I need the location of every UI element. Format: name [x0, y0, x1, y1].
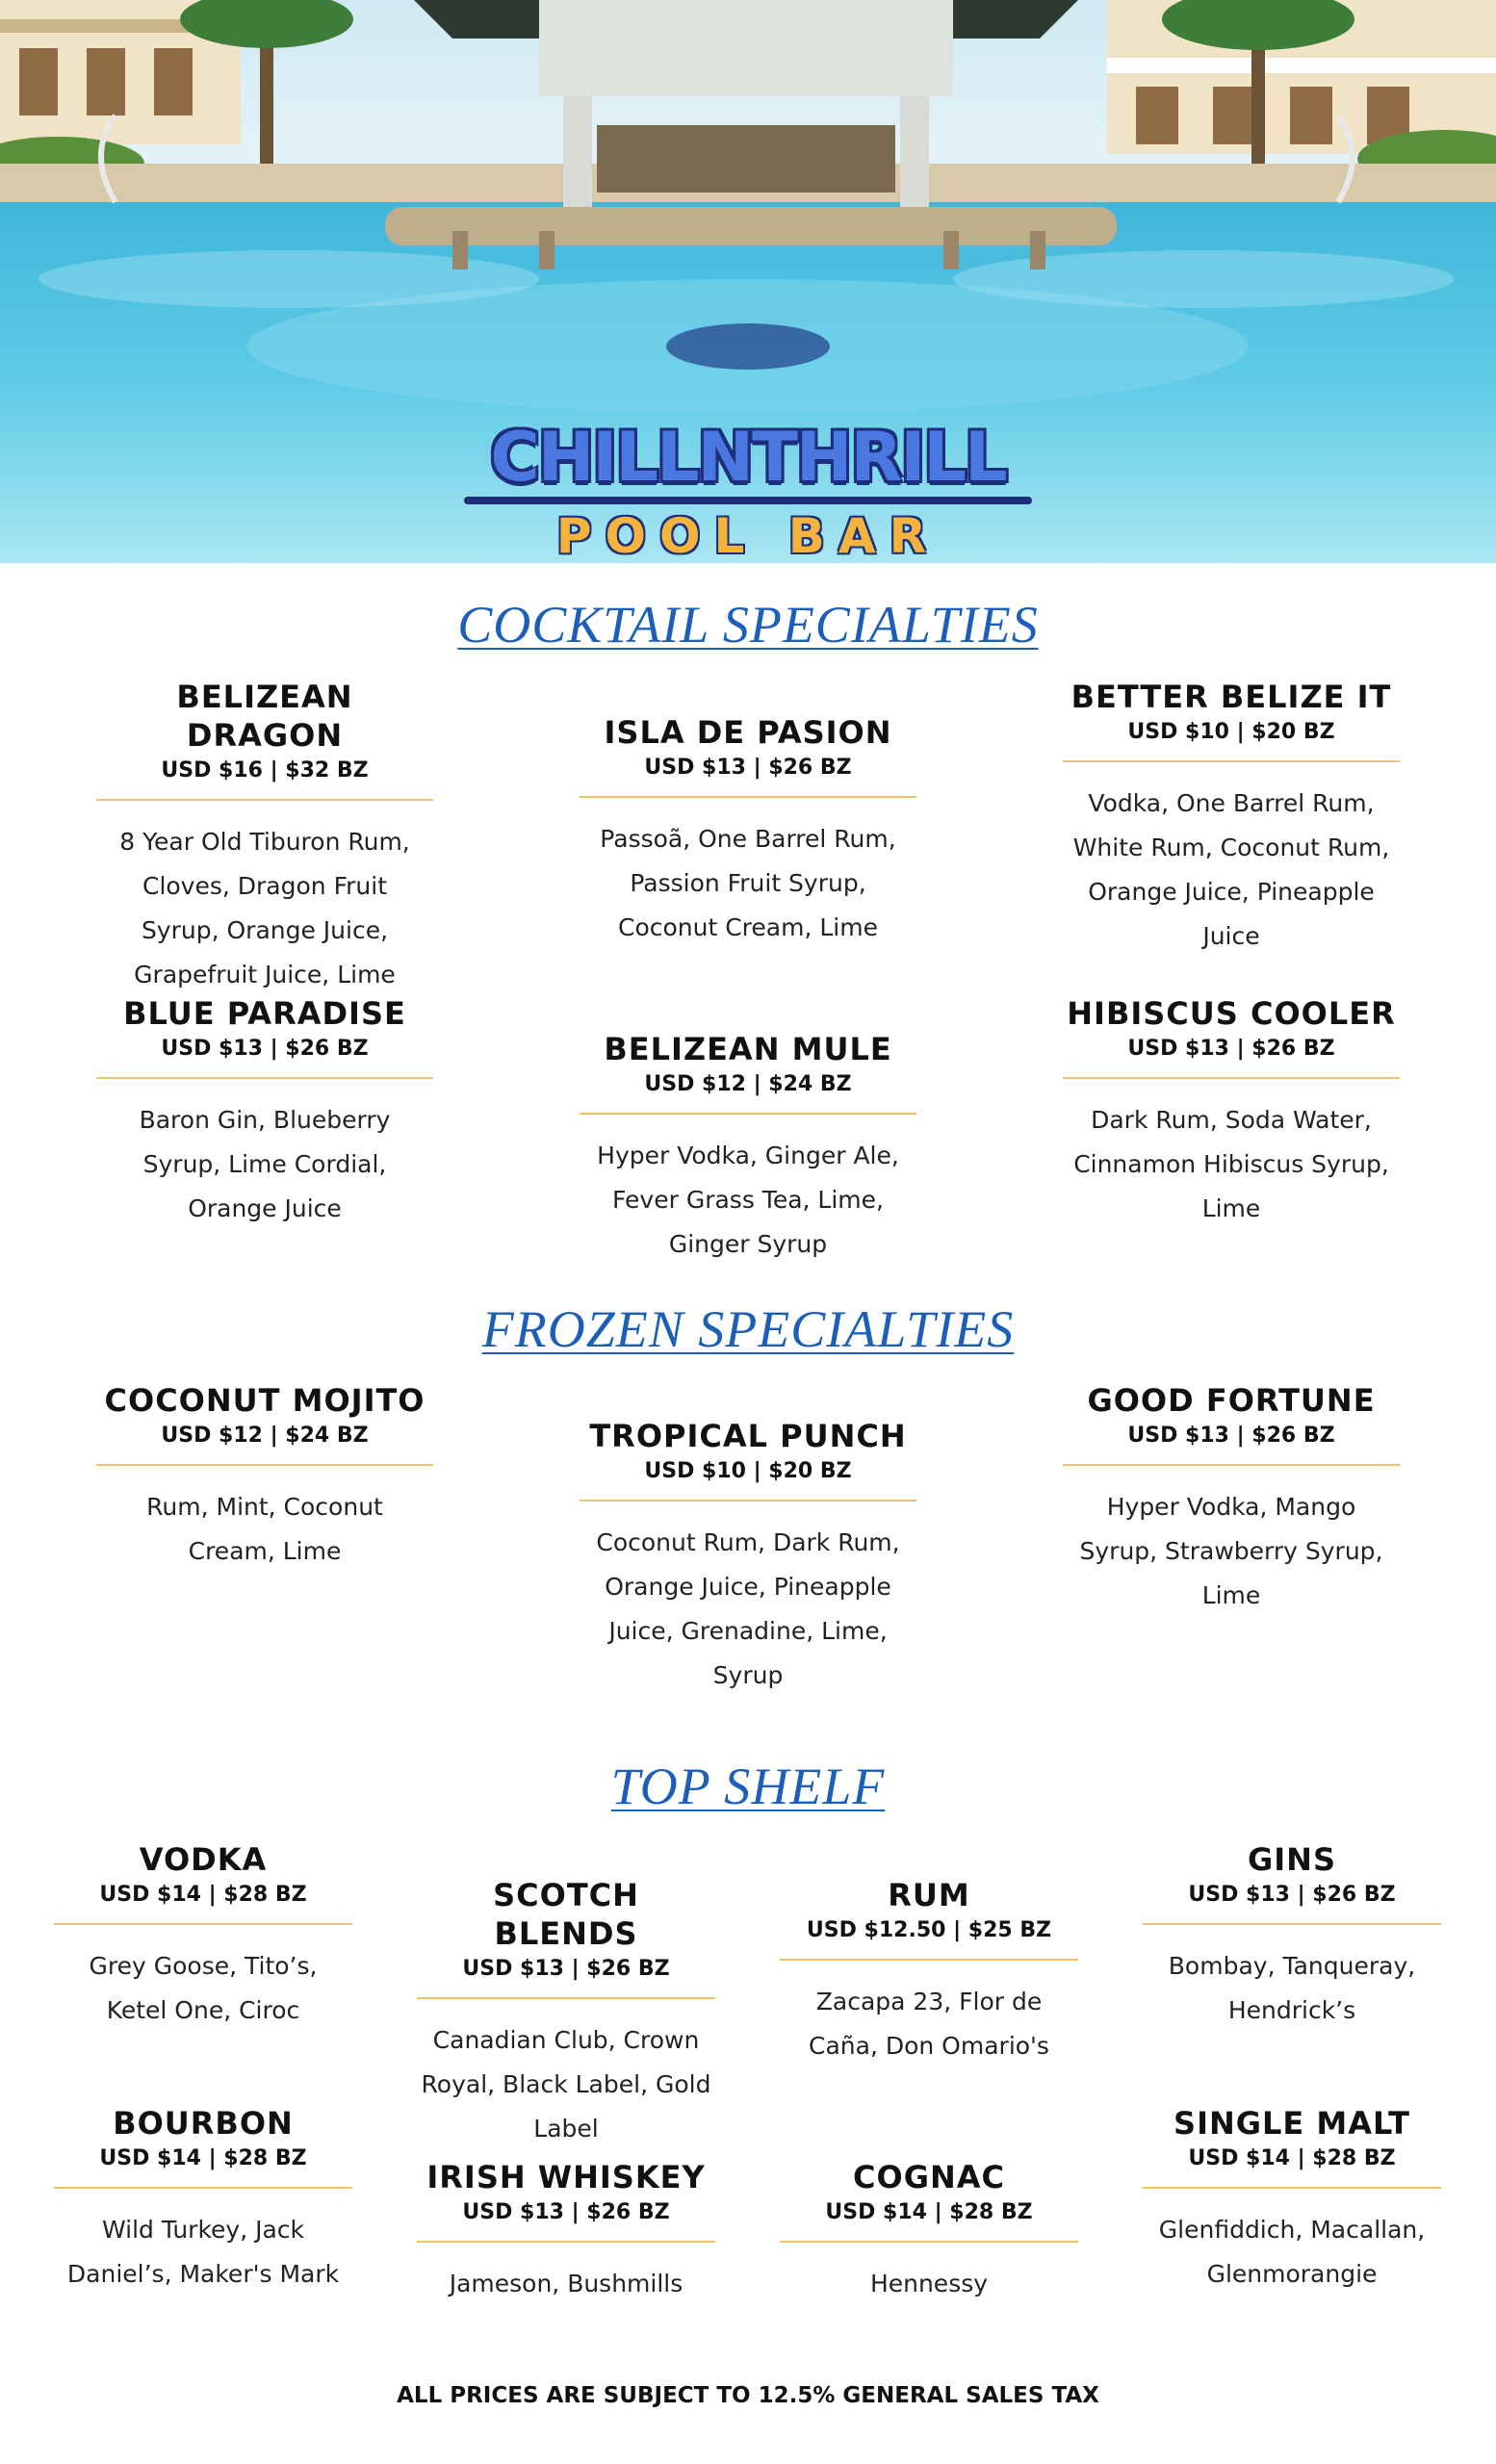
item-divider [1063, 1464, 1400, 1466]
item-name: RUM [888, 1877, 970, 1913]
hero-pool-photo [0, 0, 1496, 563]
item-price: USD $12 | $24 BZ [161, 1424, 369, 1448]
item-divider [580, 1500, 916, 1502]
item-ingredients: Hyper Vodka, Mango Syrup, Strawberry Syrup, Lime [1079, 1493, 1383, 1609]
item-ingredients: Wild Turkey, Jack Daniel’s, Maker's Mark [66, 2216, 340, 2288]
menu-item-isla-de-pasion [580, 713, 916, 950]
item-ingredients: Rum, Mint, Coconut Cream, Lime [146, 1493, 383, 1565]
menu-item-vodka [54, 1840, 352, 2033]
menu-item-irish-whiskey [417, 2158, 715, 2306]
menu-item-hibiscus-cooler [1063, 994, 1400, 1231]
item-price: USD $13 | $26 BZ [462, 1957, 670, 1981]
item-name: COGNAC [853, 2159, 1005, 2195]
item-ingredients: Jameson, Bushmills [449, 2270, 684, 2297]
item-ingredients: 8 Year Old Tiburon Rum, Cloves, Dragon Fruit Syrup, Orange Juice, Grapefruit Juice, Lime [119, 828, 410, 988]
item-price: USD $14 | $28 BZ [99, 2146, 307, 2170]
item-divider [1063, 1077, 1400, 1079]
item-name: BELIZEAN MULE [604, 1031, 892, 1067]
item-divider [417, 1997, 715, 1999]
item-name: BELIZEAN DRAGON [176, 679, 353, 754]
item-divider [580, 796, 916, 798]
menu-item-cognac [780, 2158, 1078, 2306]
item-name: GINS [1248, 1841, 1336, 1878]
item-divider [96, 1077, 433, 1079]
item-name: HIBISCUS COOLER [1067, 995, 1396, 1032]
bar-logo [0, 418, 1496, 563]
item-ingredients: Baron Gin, Blueberry Syrup, Lime Cordial, Orange Juice [139, 1106, 391, 1222]
menu-item-bourbon [54, 2104, 352, 2297]
item-divider [1143, 1923, 1441, 1925]
menu-item-tropical-punch [580, 1417, 916, 1698]
item-divider [580, 1113, 916, 1115]
logo-subtitle: POOL BAR [555, 508, 941, 563]
item-price: USD $13 | $26 BZ [161, 1037, 369, 1061]
item-ingredients: Dark Rum, Soda Water, Cinnamon Hibiscus Syrup, Lime [1073, 1106, 1389, 1222]
item-divider [96, 1464, 433, 1466]
logo-divider [464, 497, 1032, 504]
frozen-section-title: FROZEN SPECIALTIES [481, 1300, 1015, 1358]
item-name: ISLA DE PASION [604, 714, 892, 751]
top-shelf-section-title: TOP SHELF [610, 1758, 886, 1815]
menu-item-better-belize-it [1063, 678, 1400, 959]
item-price: USD $14 | $28 BZ [825, 2200, 1033, 2224]
item-price: USD $13 | $26 BZ [1127, 1424, 1335, 1448]
item-price: USD $14 | $28 BZ [1188, 2146, 1396, 2170]
item-divider [54, 2187, 352, 2189]
item-divider [780, 2241, 1078, 2243]
logo-wordmark: CHILLNTHRILL [490, 418, 1006, 497]
item-name: IRISH WHISKEY [426, 2159, 706, 2195]
item-price: USD $13 | $26 BZ [644, 756, 852, 780]
item-ingredients: Coconut Rum, Dark Rum, Orange Juice, Pineapple Juice, Grenadine, Lime, Syrup [596, 1528, 900, 1689]
menu-item-coconut-mojito [96, 1381, 433, 1574]
item-divider [780, 1959, 1078, 1961]
item-ingredients: Glenfiddich, Macallan, Glenmorangie [1158, 2216, 1426, 2288]
item-name: VODKA [139, 1841, 268, 1878]
item-price: USD $13 | $26 BZ [462, 2200, 670, 2224]
item-ingredients: Passoã, One Barrel Rum, Passion Fruit Syrup, Coconut Cream, Lime [600, 825, 896, 941]
item-ingredients: Grey Goose, Tito’s, Ketel One, Ciroc [89, 1952, 318, 2024]
item-name: BLUE PARADISE [123, 995, 406, 1032]
item-ingredients: Vodka, One Barrel Rum, White Rum, Coconut Rum, Orange Juice, Pineapple Juice [1072, 789, 1390, 950]
item-ingredients: Hyper Vodka, Ginger Ale, Fever Grass Tea, Lime, Ginger Syrup [597, 1142, 899, 1258]
item-price: USD $13 | $26 BZ [1188, 1883, 1396, 1907]
item-divider [417, 2241, 715, 2243]
menu-item-single-malt [1143, 2104, 1441, 2297]
cocktail-section-title: COCKTAIL SPECIALTIES [457, 596, 1039, 654]
item-ingredients: Bombay, Tanqueray, Hendrick’s [1168, 1952, 1416, 2024]
item-divider [96, 799, 433, 801]
item-name: GOOD FORTUNE [1087, 1382, 1376, 1419]
item-price: USD $12.50 | $25 BZ [806, 1918, 1052, 1942]
item-name: COCONUT MOJITO [104, 1382, 426, 1419]
menu-item-belizean-dragon [96, 678, 433, 997]
menu-item-belizean-mule [580, 1030, 916, 1267]
menu-item-good-fortune [1063, 1381, 1400, 1618]
item-price: USD $13 | $26 BZ [1127, 1037, 1335, 1061]
item-name: BOURBON [113, 2105, 294, 2142]
item-price: USD $10 | $20 BZ [1127, 720, 1335, 744]
menu-item-scotch-blends [417, 1876, 715, 2151]
item-ingredients: Canadian Club, Crown Royal, Black Label, Gold Label [421, 2026, 711, 2143]
item-name: SCOTCH BLENDS [493, 1877, 639, 1952]
menu-item-gins [1143, 1840, 1441, 2033]
item-ingredients: Zacapa 23, Flor de Caña, Don Omario's [809, 1988, 1049, 2060]
item-price: USD $12 | $24 BZ [644, 1072, 852, 1096]
item-price: USD $16 | $32 BZ [161, 758, 369, 783]
item-divider [1063, 760, 1400, 762]
tax-footnote: ALL PRICES ARE SUBJECT TO 12.5% GENERAL SALES TAX [397, 2383, 1099, 2408]
menu-item-rum [780, 1876, 1078, 2068]
item-name: TROPICAL PUNCH [589, 1418, 907, 1454]
item-divider [54, 1923, 352, 1925]
item-divider [1143, 2187, 1441, 2189]
item-ingredients: Hennessy [869, 2270, 989, 2297]
menu-item-blue-paradise [96, 994, 433, 1231]
item-price: USD $10 | $20 BZ [644, 1459, 852, 1483]
item-price: USD $14 | $28 BZ [99, 1883, 307, 1907]
item-name: BETTER BELIZE IT [1070, 679, 1392, 715]
item-name: SINGLE MALT [1174, 2105, 1410, 2142]
